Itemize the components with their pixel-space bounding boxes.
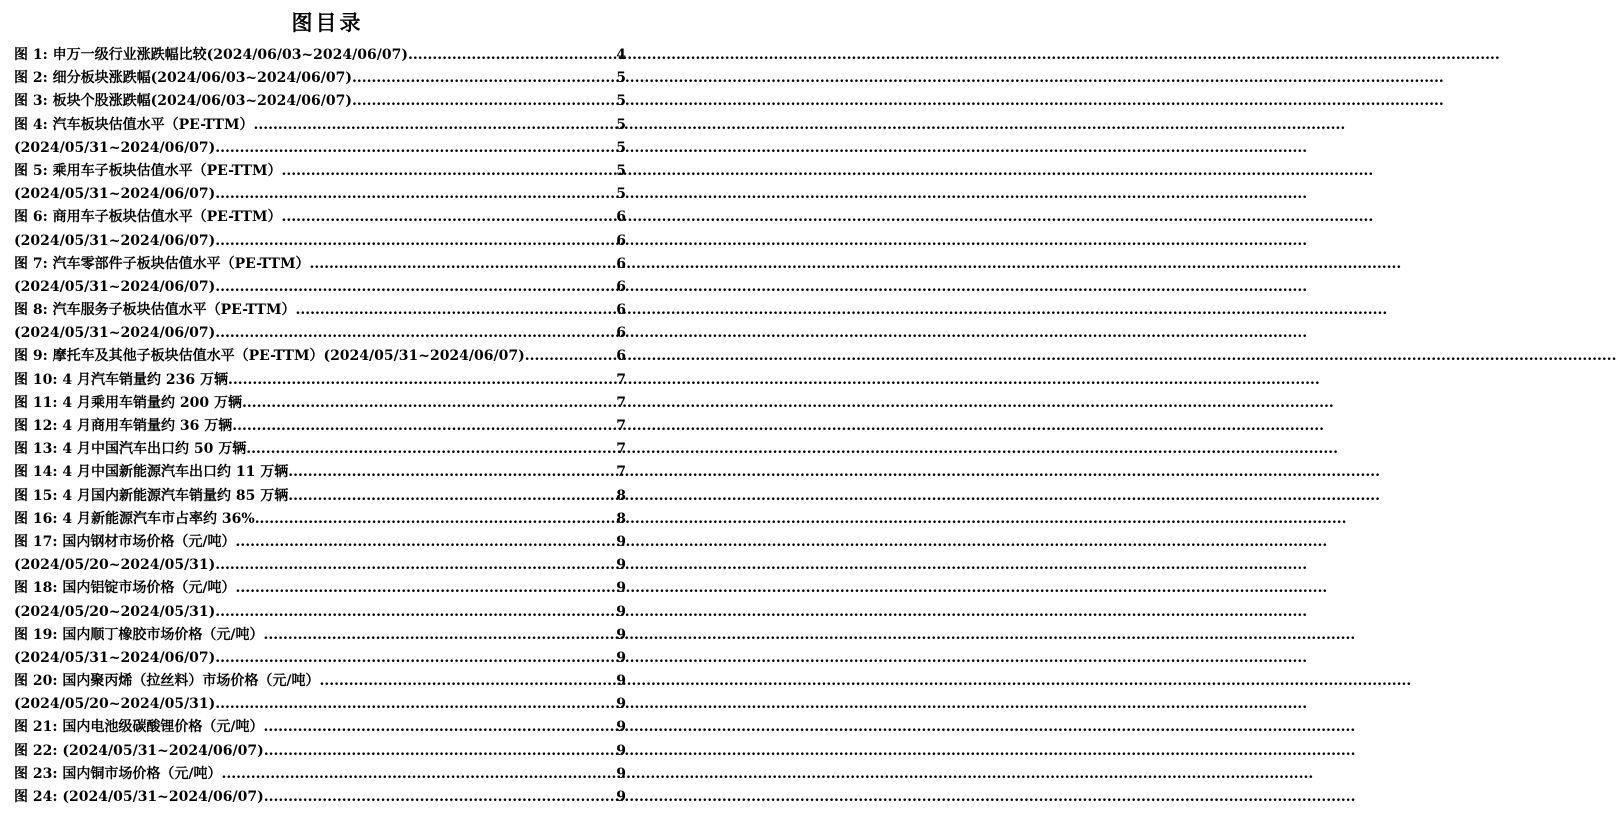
dot-leader xyxy=(242,392,615,415)
toc-page-number: 8 xyxy=(616,487,626,504)
toc-entry[interactable] xyxy=(14,392,626,415)
dot-leader xyxy=(281,160,615,183)
table-of-figures xyxy=(14,44,626,809)
toc-page-number: 7 xyxy=(616,371,626,388)
toc-entry-text: 图 17: 国内钢材市场价格（元/吨） xyxy=(14,533,236,550)
toc-page-number: 5 xyxy=(616,186,626,203)
toc-entry-text: 图 21: 国内电池级碳酸锂价格（元/吨） xyxy=(14,719,264,736)
dot-leader xyxy=(215,183,615,206)
toc-entry[interactable] xyxy=(14,276,626,299)
toc-entry[interactable] xyxy=(14,740,626,763)
toc-page-number: 5 xyxy=(616,139,626,156)
toc-page-number: 9 xyxy=(616,626,626,643)
toc-entry[interactable] xyxy=(14,438,626,461)
dot-leader xyxy=(264,786,616,809)
toc-entry-text: 图 19: 国内顺丁橡胶市场价格（元/吨） xyxy=(14,626,264,643)
toc-page-number: 9 xyxy=(616,696,626,713)
toc-entry[interactable] xyxy=(14,461,626,484)
dot-leader xyxy=(320,670,616,693)
toc-entry[interactable] xyxy=(14,577,626,600)
toc-page-number: 5 xyxy=(616,162,626,179)
dot-leader xyxy=(222,763,616,786)
toc-entry[interactable] xyxy=(14,322,626,345)
toc-entry-text: 图 3: 板块个股涨跌幅(2024/06/03~2024/06/07) xyxy=(14,93,352,110)
toc-entry[interactable] xyxy=(14,44,626,67)
toc-entry-text: 图 12: 4 月商用车销量约 36 万辆 xyxy=(14,418,233,434)
toc-entry[interactable] xyxy=(14,114,626,137)
toc-page-number: 9 xyxy=(616,789,626,805)
dot-leader xyxy=(232,415,615,438)
toc-entry[interactable] xyxy=(14,554,626,577)
toc-entry[interactable] xyxy=(14,485,626,508)
toc-entry[interactable] xyxy=(14,90,626,113)
toc-entry[interactable] xyxy=(14,716,626,739)
dot-leader xyxy=(288,461,615,484)
toc-entry-text: 图 7: 汽车零部件子板块估值水平（PE-TTM） xyxy=(14,255,310,272)
toc-entry-text: 图 2: 细分板块涨跌幅(2024/06/03~2024/06/07) xyxy=(14,70,352,87)
toc-entry[interactable] xyxy=(14,693,626,716)
toc-page-number: 6 xyxy=(616,209,626,226)
dot-leader xyxy=(288,485,615,508)
dot-leader xyxy=(215,693,615,716)
toc-entry[interactable] xyxy=(14,206,626,229)
toc-entry[interactable] xyxy=(14,531,626,554)
dot-leader xyxy=(264,624,616,647)
toc-entry[interactable] xyxy=(14,299,626,322)
dot-leader xyxy=(215,137,615,160)
toc-page-number: 7 xyxy=(616,464,626,481)
dot-leader xyxy=(352,90,615,113)
dot-leader xyxy=(408,44,615,67)
toc-entry-text: 图 20: 国内聚丙烯（拉丝料）市场价格（元/吨） xyxy=(14,673,320,690)
dot-leader xyxy=(228,369,615,392)
dot-leader xyxy=(264,716,616,739)
toc-page-number: 7 xyxy=(616,441,626,458)
toc-entry-text: 图 1: 申万一级行业涨跌幅比较(2024/06/03~2024/06/07) xyxy=(14,47,408,63)
page-title: 图目录 xyxy=(291,10,364,35)
toc-page-number: 9 xyxy=(616,742,626,759)
toc-entry-text: 图 14: 4 月中国新能源汽车出口约 11 万辆 xyxy=(14,464,289,481)
toc-page-number: 9 xyxy=(616,533,626,550)
toc-entry[interactable] xyxy=(14,763,626,786)
toc-entry-text: (2024/05/20~2024/05/31) xyxy=(14,557,216,574)
toc-entry-text: (2024/05/31~2024/06/07) xyxy=(14,278,216,295)
toc-entry-text: (2024/05/31~2024/06/07) xyxy=(14,232,216,249)
dot-leader xyxy=(255,508,616,531)
toc-entry-text: 图 15: 4 月国内新能源汽车销量约 85 万辆 xyxy=(14,487,289,504)
toc-page-number: 9 xyxy=(616,603,626,620)
toc-entry[interactable] xyxy=(14,67,626,90)
toc-entry[interactable] xyxy=(14,345,626,368)
toc-page-number: 6 xyxy=(616,348,626,365)
toc-entry-text: 图 6: 商用车子板块估值水平（PE-TTM） xyxy=(14,209,282,226)
toc-entry[interactable] xyxy=(14,670,626,693)
dot-leader xyxy=(215,230,615,253)
dot-leader xyxy=(253,114,615,137)
toc-entry-text: 图 9: 摩托车及其他子板块估值水平（PE-TTM）(2024/05/31~2024/06/07) xyxy=(14,348,525,365)
toc-entry-text: 图 23: 国内铜市场价格（元/吨） xyxy=(14,765,222,782)
toc-page-number: 6 xyxy=(616,255,626,272)
toc-page-number: 6 xyxy=(616,302,626,319)
toc-entry-text: 图 4: 汽车板块估值水平（PE-TTM） xyxy=(14,116,254,133)
dot-leader xyxy=(236,531,616,554)
toc-page-number: 6 xyxy=(616,325,626,342)
toc-page-number: 6 xyxy=(616,278,626,295)
toc-entry-text: 图 16: 4 月新能源汽车市占率约 36% xyxy=(14,510,255,527)
toc-page-number: 5 xyxy=(616,70,626,87)
toc-page-number: 4 xyxy=(616,47,626,63)
dot-leader xyxy=(525,345,616,368)
dot-leader xyxy=(215,276,615,299)
toc-entry-text: (2024/05/31~2024/06/07) xyxy=(14,325,216,342)
toc-entry[interactable] xyxy=(14,230,626,253)
dot-leader xyxy=(264,740,616,763)
toc-entry-text: 图 10: 4 月汽车销量约 236 万辆 xyxy=(14,371,228,388)
dot-leader xyxy=(215,322,615,345)
dot-leader xyxy=(309,253,615,276)
toc-page-number: 5 xyxy=(616,116,626,133)
toc-page-number: 6 xyxy=(616,232,626,249)
toc-page-number: 9 xyxy=(616,649,626,666)
toc-page-number: 5 xyxy=(616,93,626,110)
toc-entry[interactable] xyxy=(14,786,626,809)
toc-entry[interactable] xyxy=(14,601,626,624)
toc-page-number: 9 xyxy=(616,580,626,597)
toc-entry[interactable] xyxy=(14,508,626,531)
toc-entry-text: 图 18: 国内铝锭市场价格（元/吨） xyxy=(14,580,236,597)
dot-leader xyxy=(215,554,615,577)
toc-page-number: 7 xyxy=(616,418,626,434)
dot-leader xyxy=(352,67,615,90)
toc-entry[interactable] xyxy=(14,624,626,647)
toc-entry-text: (2024/05/31~2024/06/07) xyxy=(14,139,216,156)
dot-leader xyxy=(295,299,615,322)
toc-entry-text: (2024/05/31~2024/06/07) xyxy=(14,186,216,203)
toc-entry[interactable] xyxy=(14,137,626,160)
toc-entry-text: 图 22: (2024/05/31~2024/06/07) xyxy=(14,742,264,759)
toc-entry[interactable] xyxy=(14,647,626,670)
toc-entry-text: (2024/05/31~2024/06/07) xyxy=(14,649,216,666)
toc-entry-text: 图 5: 乘用车子板块估值水平（PE-TTM） xyxy=(14,162,282,179)
dot-leader xyxy=(215,647,615,670)
toc-entry-text: 图 13: 4 月中国汽车出口约 50 万辆 xyxy=(14,441,247,458)
toc-page-number: 9 xyxy=(616,765,626,782)
toc-page-number: 9 xyxy=(616,557,626,574)
toc-entry[interactable] xyxy=(14,183,626,206)
dot-leader xyxy=(215,601,615,624)
toc-entry[interactable] xyxy=(14,253,626,276)
dot-leader xyxy=(236,577,616,600)
toc-page-number: 8 xyxy=(616,510,626,527)
toc-entry-text: 图 11: 4 月乘用车销量约 200 万辆 xyxy=(14,394,242,411)
toc-page-number: 9 xyxy=(616,719,626,736)
toc-page-number: 9 xyxy=(616,673,626,690)
dot-leader xyxy=(281,206,615,229)
toc-page-number: 7 xyxy=(616,394,626,411)
toc-entry-text: (2024/05/20~2024/05/31) xyxy=(14,696,216,713)
toc-entry-text: 图 24: (2024/05/31~2024/06/07) xyxy=(14,789,264,805)
dot-leader xyxy=(246,438,615,461)
toc-entry-text: (2024/05/20~2024/05/31) xyxy=(14,603,216,620)
toc-entry-text: 图 8: 汽车服务子板块估值水平（PE-TTM） xyxy=(14,302,296,319)
toc-entry[interactable] xyxy=(14,369,626,392)
toc-entry[interactable] xyxy=(14,160,626,183)
toc-entry[interactable] xyxy=(14,415,626,438)
